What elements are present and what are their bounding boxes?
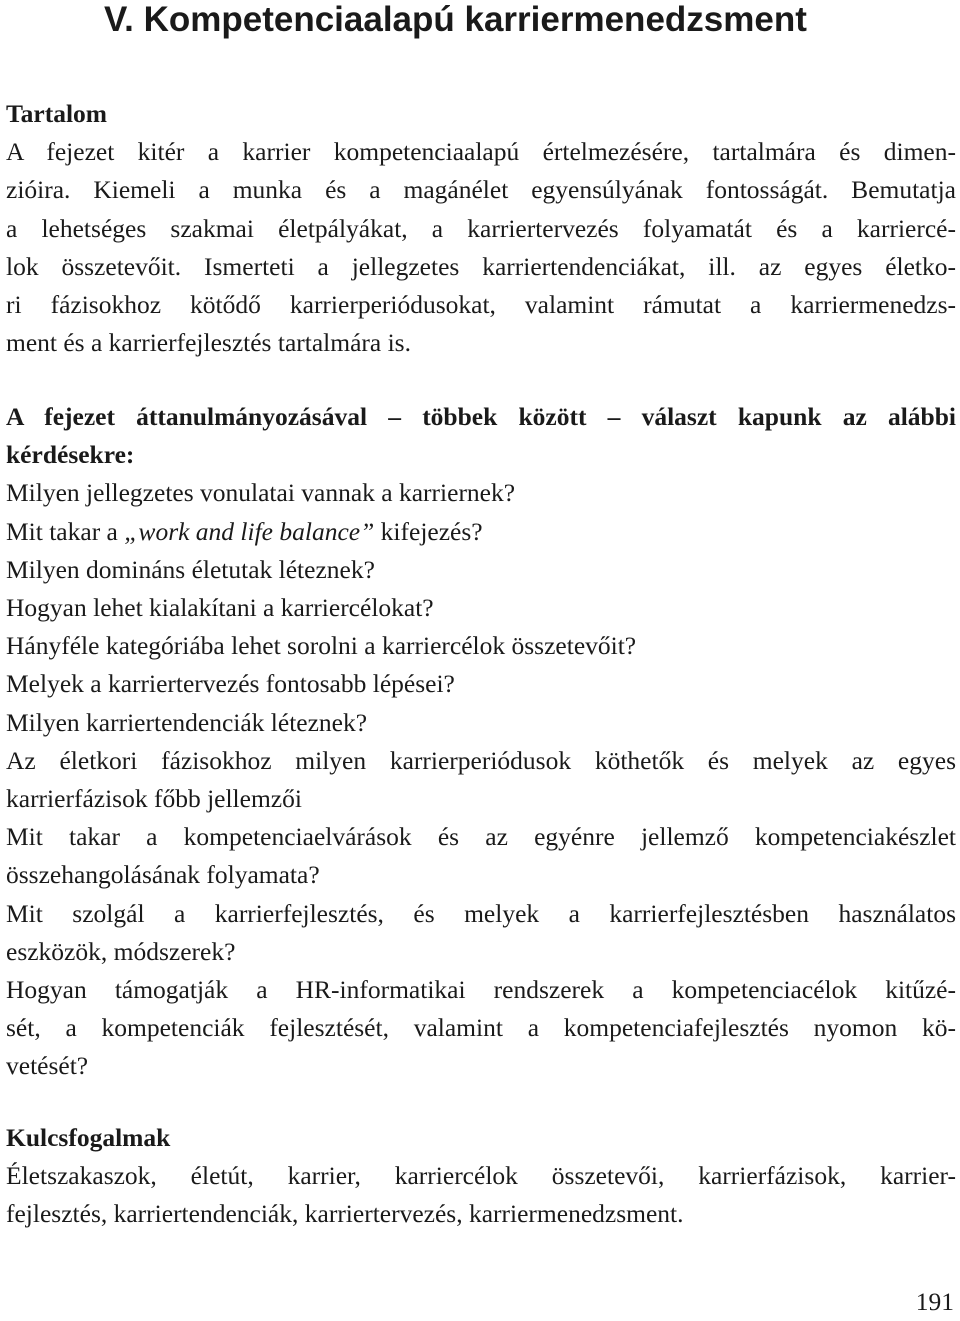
question-item (6, 474, 956, 512)
contents-paragraph (6, 133, 956, 362)
keywords-line: fejlesztés, karriertendenciák, karriertervezés, karriermenedzsment. (6, 1199, 684, 1229)
questions-heading-line: A fejezet áttanulmányozásával – többek között – választ kapunk az alábbi (6, 402, 956, 431)
question-text: Mit szolgál a karrierfejlesztés, és melyek a karrierfejlesztésben használatos (6, 898, 956, 928)
questions-heading-line: kérdésekre: (6, 440, 135, 470)
question-text: karrierfázisok főbb jellemzői (6, 784, 302, 814)
question-item (6, 589, 956, 627)
contents-heading: Tartalom (6, 99, 108, 128)
question-text-part: Mit takar a (6, 516, 125, 546)
keywords-paragraph (6, 1157, 956, 1233)
question-text: Milyen domináns életutak léteznek? (6, 554, 375, 584)
question-text: Hogyan lehet kialakítani a karriercélokat? (6, 593, 434, 623)
question-item (6, 627, 956, 665)
question-text: Hányféle kategóriába lehet sorolni a karriercélok összetevőit? (6, 631, 637, 661)
keywords-line: Életszakaszok, életút, karrier, karriercélok összetevői, karrierfázisok, karrier- (6, 1161, 956, 1191)
question-text: vetését? (6, 1051, 89, 1081)
question-text: sét, a kompetenciák fejlesztését, valamint a kompetenciafejlesztés nyomon kö- (6, 1013, 956, 1043)
question-item (6, 665, 956, 703)
question-text-part: kifejezés? (374, 516, 483, 546)
question-text: eszközök, módszerek? (6, 936, 236, 966)
question-item (6, 551, 956, 589)
question-text: Hogyan támogatják a HR-informatikai rendszerek a kompetenciacélok kitűzé- (6, 975, 956, 1005)
keywords-heading: Kulcsfogalmak (6, 1123, 171, 1152)
question-item (6, 513, 956, 551)
contents-line: ment és a karrierfejlesztés tartalmára is. (6, 328, 411, 358)
questions-heading (6, 398, 956, 474)
contents-section (6, 95, 956, 362)
keywords-section (6, 1119, 956, 1234)
question-text: Melyek a karriertervezés fontosabb lépései? (6, 669, 455, 699)
question-text (6, 513, 956, 551)
contents-line: A fejezet kitér a karrier kompetenciaalapú értelmezésére, tartalmára és dimen- (6, 137, 956, 167)
chapter-title: V. Kompetenciaalapú karriermenedzsment (104, 0, 807, 39)
contents-line: ri fázisokhoz kötődő karrierperiódusokat, valamint rámutat a karriermenedzs- (6, 290, 956, 320)
contents-line: lok összetevőit. Ismerteti a jellegzetes karriertendenciákat, ill. az egyes életko- (6, 251, 956, 281)
question-item (6, 742, 956, 818)
contents-line: zióira. Kiemeli a munka és a magánélet egyensúlyának fontosságát. Bemutatja (6, 175, 956, 205)
questions-section (6, 398, 956, 1086)
question-text: összehangolásának folyamata? (6, 860, 320, 890)
page-number: 191 (915, 1287, 954, 1316)
question-item (6, 971, 956, 1086)
question-item (6, 704, 956, 742)
question-text: Mit takar a kompetenciaelvárások és az egyénre jellemző kompetenciakészlet (6, 822, 956, 852)
question-item (6, 818, 956, 894)
question-text: Az életkori fázisokhoz milyen karrierperiódusok köthetők és melyek az egyes (6, 745, 956, 775)
question-item (6, 895, 956, 971)
question-emphasis: „work and life balance” (124, 516, 375, 546)
contents-line: a lehetséges szakmai életpályákat, a karriertervezés folyamatát és a karriercé- (6, 213, 956, 243)
question-text: Milyen jellegzetes vonulatai vannak a karriernek? (6, 478, 516, 508)
question-text: Milyen karriertendenciák léteznek? (6, 707, 368, 737)
question-list (6, 474, 956, 1085)
